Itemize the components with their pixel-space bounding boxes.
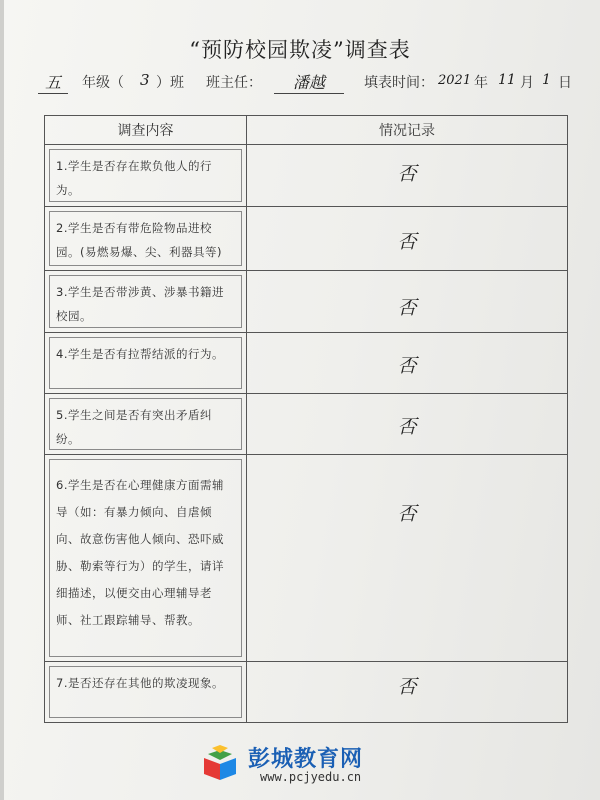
class-value: 3 (140, 71, 150, 89)
watermark-site-name: 彭城教育网 (248, 747, 364, 772)
month-label: 月 (520, 75, 534, 91)
year-value: 2021 (438, 73, 472, 88)
question-6: 6.学生是否在心理健康方面需辅导（如：有暴力倾向、自虐倾向、故意伤害他人倾向、恐吓威胁、勒索等行为）的学生，请详细描述，以便交由心理辅导老师、社工跟踪辅导、帮教。 (49, 459, 242, 657)
table-row (45, 662, 568, 723)
grade-value: 五 (38, 70, 68, 94)
table-row (45, 271, 568, 333)
answer-7: 否 (397, 676, 417, 698)
table-row (45, 207, 568, 271)
document-title: “预防校园欺凌”调查表 (189, 38, 411, 62)
watermark-url: www.pcjyedu.cn (260, 770, 362, 784)
question-3: 3.学生是否带涉黄、涉暴书籍进校园。 (49, 275, 242, 328)
answer-5: 否 (397, 416, 417, 438)
answer-1: 否 (397, 163, 417, 185)
day-label: 日 (558, 75, 572, 91)
year-label: 年 (474, 75, 488, 91)
header-survey-content: 调查内容 (45, 116, 247, 145)
table-row (45, 333, 568, 394)
answer-4: 否 (397, 355, 417, 377)
book-logo-icon (200, 744, 240, 784)
header-info-line (38, 70, 578, 94)
class-label: ）班 (156, 75, 184, 91)
answer-3: 否 (397, 297, 417, 319)
question-1: 1.学生是否存在欺负他人的行为。 (49, 149, 242, 202)
table-row (45, 394, 568, 455)
question-5: 5.学生之间是否有突出矛盾纠纷。 (49, 398, 242, 450)
answer-6: 否 (397, 503, 417, 525)
table-header-row (45, 116, 568, 145)
table-row (45, 145, 568, 207)
question-2: 2.学生是否有带危险物品进校园。(易燃易爆、尖、利器具等) (49, 211, 242, 266)
answer-2: 否 (397, 231, 417, 253)
header-record: 情况记录 (247, 116, 568, 145)
grade-label: 年级（ (82, 75, 124, 91)
question-7: 7.是否还存在其他的欺凌现象。 (49, 666, 242, 718)
date-label: 填表时间： (364, 75, 434, 91)
watermark (200, 742, 420, 786)
question-4: 4.学生是否有拉帮结派的行为。 (49, 337, 242, 389)
month-value: 11 (498, 72, 516, 88)
teacher-label: 班主任： (206, 75, 262, 91)
table-row (45, 455, 568, 662)
survey-table (44, 115, 568, 723)
teacher-value: 潘越 (274, 70, 344, 94)
paper-edge-shadow (0, 0, 4, 800)
day-value: 1 (542, 72, 551, 88)
